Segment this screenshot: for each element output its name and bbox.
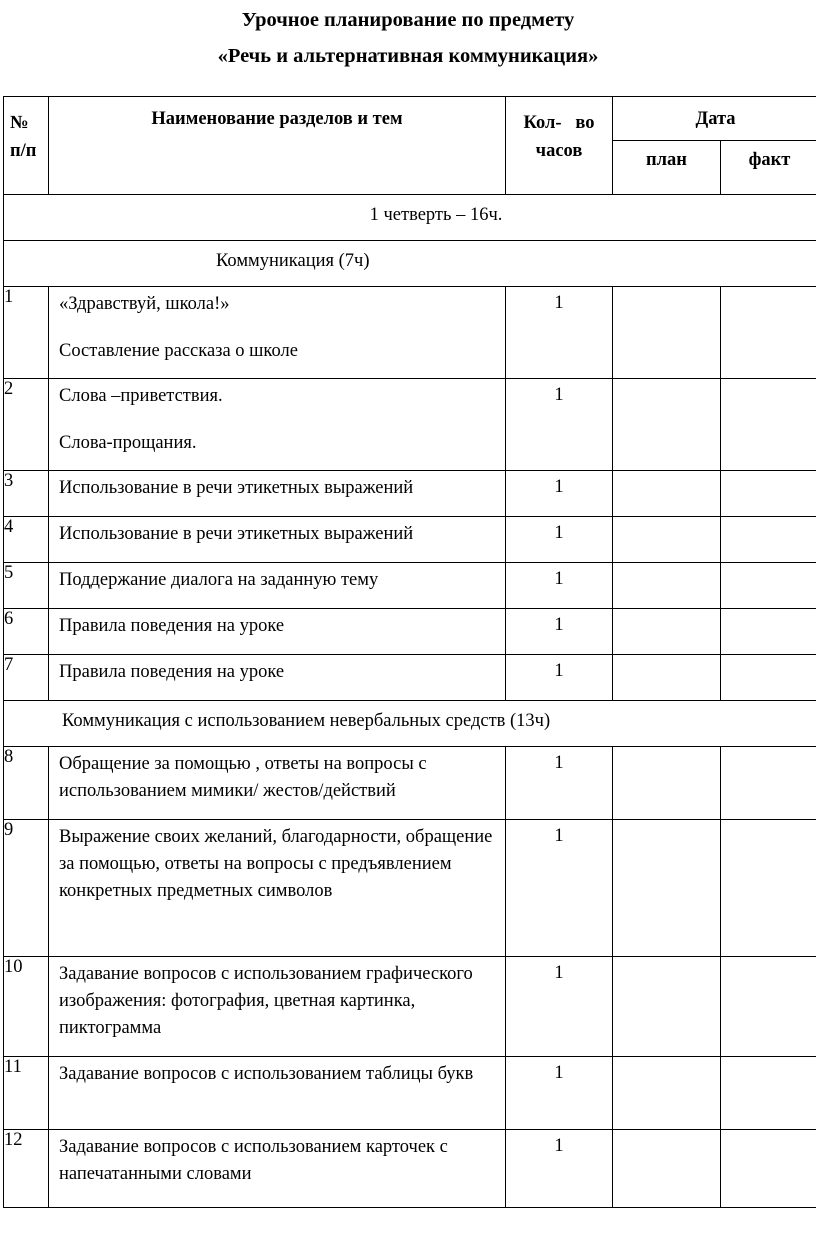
row-fact-date	[721, 747, 816, 820]
row-number: 12	[4, 1130, 49, 1208]
table-row	[4, 563, 816, 609]
row-hours: 1	[506, 609, 613, 655]
row-topic: Использование в речи этикетных выражений	[49, 471, 506, 517]
lesson-plan-table	[3, 96, 816, 1208]
row-fact-date	[721, 1057, 816, 1130]
row-number: 8	[4, 747, 49, 820]
row-hours: 1	[506, 957, 613, 1057]
row-fact-date	[721, 287, 816, 379]
row-hours: 1	[506, 1057, 613, 1130]
row-number: 3	[4, 471, 49, 517]
table-row	[4, 747, 816, 820]
quarter-label: 1 четверть – 16ч.	[369, 205, 503, 225]
row-number: 5	[4, 563, 49, 609]
table-row	[4, 517, 816, 563]
section-row	[4, 241, 816, 287]
row-topic: Задавание вопросов с использованием таблицы букв	[49, 1057, 506, 1130]
row-plan-date	[613, 1130, 721, 1208]
section-row	[4, 701, 816, 747]
row-plan-date	[613, 655, 721, 701]
row-number: 11	[4, 1057, 49, 1130]
table-row	[4, 609, 816, 655]
row-plan-date	[613, 609, 721, 655]
table-row	[4, 655, 816, 701]
title-line-2: «Речь и альтернативная коммуникация»	[217, 45, 599, 67]
row-fact-date	[721, 655, 816, 701]
title-line-1: Урочное планирование по предмету	[241, 9, 575, 31]
row-hours: 1	[506, 747, 613, 820]
row-hours: 1	[506, 563, 613, 609]
row-plan-date	[613, 747, 721, 820]
row-number: 7	[4, 655, 49, 701]
row-fact-date	[721, 957, 816, 1057]
table-row	[4, 287, 816, 379]
row-topic: Задавание вопросов с использованием графического изображения: фотография, цветная картинка, пиктограмма	[49, 957, 506, 1057]
table-row	[4, 471, 816, 517]
row-number: 4	[4, 517, 49, 563]
section-label: Коммуникация (7ч)	[216, 251, 370, 271]
row-topic: Обращение за помощью , ответы на вопросы с использованием мимики/ жестов/действий	[49, 747, 506, 820]
row-plan-date	[613, 517, 721, 563]
row-topic: «Здравствуй, школа!» Составление рассказа о школе	[49, 287, 506, 379]
row-hours: 1	[506, 655, 613, 701]
row-plan-date	[613, 957, 721, 1057]
row-topic: Использование в речи этикетных выражений	[49, 517, 506, 563]
row-plan-date	[613, 563, 721, 609]
row-hours: 1	[506, 379, 613, 471]
header-number: № п/п	[4, 97, 49, 195]
row-plan-date	[613, 471, 721, 517]
row-fact-date	[721, 820, 816, 957]
row-topic: Выражение своих желаний, благодарности, обращение за помощью, ответы на вопросы с предъявлением конкретных предметных символов	[49, 820, 506, 957]
row-topic: Задавание вопросов с использованием карточек с напечатанными словами	[49, 1130, 506, 1208]
row-fact-date	[721, 609, 816, 655]
quarter-row	[4, 195, 816, 241]
row-plan-date	[613, 287, 721, 379]
row-plan-date	[613, 1057, 721, 1130]
row-number: 2	[4, 379, 49, 471]
header-date: Дата	[613, 97, 816, 141]
header-hours: Кол- во часов	[506, 97, 613, 195]
header-plan: план	[613, 141, 721, 195]
row-topic: Поддержание диалога на заданную тему	[49, 563, 506, 609]
table-row	[4, 820, 816, 957]
row-hours: 1	[506, 287, 613, 379]
row-topic: Правила поведения на уроке	[49, 655, 506, 701]
row-hours: 1	[506, 471, 613, 517]
header-topic-name: Наименование разделов и тем	[49, 97, 506, 195]
row-fact-date	[721, 517, 816, 563]
table-row	[4, 957, 816, 1057]
table-row	[4, 1057, 816, 1130]
section-label: Коммуникация с использованием невербальных средств (13ч)	[62, 711, 551, 731]
row-number: 10	[4, 957, 49, 1057]
row-hours: 1	[506, 820, 613, 957]
header-row-top	[4, 97, 816, 141]
row-plan-date	[613, 379, 721, 471]
row-number: 6	[4, 609, 49, 655]
header-fact: факт	[721, 141, 816, 195]
row-hours: 1	[506, 1130, 613, 1208]
document-title	[0, 2, 816, 74]
row-plan-date	[613, 820, 721, 957]
row-fact-date	[721, 471, 816, 517]
row-fact-date	[721, 563, 816, 609]
row-number: 1	[4, 287, 49, 379]
row-hours: 1	[506, 517, 613, 563]
row-number: 9	[4, 820, 49, 957]
row-topic: Правила поведения на уроке	[49, 609, 506, 655]
row-topic: Слова –приветствия. Слова-прощания.	[49, 379, 506, 471]
row-fact-date	[721, 1130, 816, 1208]
row-fact-date	[721, 379, 816, 471]
table-row	[4, 379, 816, 471]
table-row	[4, 1130, 816, 1208]
